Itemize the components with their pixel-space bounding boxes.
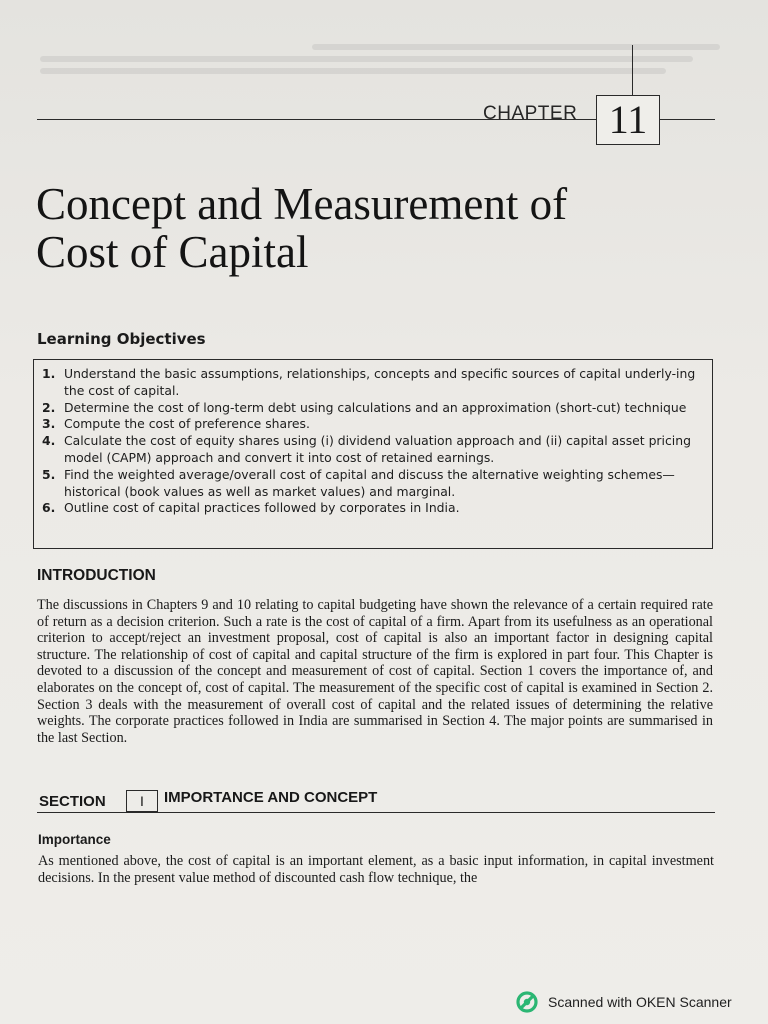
scanner-text: Scanned with OKEN Scanner bbox=[548, 994, 732, 1010]
objective-text: Compute the cost of preference shares. bbox=[64, 416, 310, 432]
objective-text: Calculate the cost of equity shares using (i) dividend valuation approach and (ii) capital asset pricing model (CAPM) approach and convert it into cost of retained earnings. bbox=[64, 433, 691, 465]
scanner-watermark bbox=[516, 991, 732, 1013]
oken-scanner-logo-icon bbox=[516, 991, 538, 1013]
objective-item bbox=[42, 500, 702, 517]
objective-item bbox=[42, 467, 702, 501]
objective-item bbox=[42, 366, 702, 400]
objective-number: 2. bbox=[42, 399, 56, 415]
chapter-number-box bbox=[596, 95, 660, 145]
introduction-heading: INTRODUCTION bbox=[37, 567, 156, 584]
objective-text: Determine the cost of long-term debt using calculations and an approximation (short-cut) technique bbox=[64, 399, 687, 415]
section-title: IMPORTANCE AND CONCEPT bbox=[164, 789, 378, 806]
learning-objectives-list bbox=[42, 366, 702, 517]
objective-text: Find the weighted average/overall cost of capital and discuss the alternative weighting schemes— historical (book values as well as market values) and marginal. bbox=[64, 466, 675, 499]
section-rule bbox=[37, 812, 715, 813]
section-label: SECTION bbox=[39, 793, 106, 810]
objective-text: Understand the basic assumptions, relationships, concepts and specific sources of capital underly-ing the cost of capital. bbox=[64, 366, 696, 398]
objective-item bbox=[42, 433, 702, 467]
chapter-title-line-2: Cost of Capital bbox=[36, 227, 309, 277]
section-header bbox=[37, 789, 715, 813]
objective-number: 6. bbox=[42, 500, 56, 516]
learning-objectives-box bbox=[33, 359, 713, 549]
learning-objectives-heading: Learning Objectives bbox=[37, 330, 206, 348]
objective-text: Outline cost of capital practices followed by corporates in India. bbox=[64, 500, 460, 516]
chapter-label: CHAPTER bbox=[483, 103, 578, 124]
section-number: I bbox=[140, 793, 144, 809]
chapter-title bbox=[36, 180, 736, 276]
objective-number: 3. bbox=[42, 416, 56, 432]
objective-item bbox=[42, 416, 702, 433]
section-number-box bbox=[126, 790, 158, 812]
importance-paragraph: As mentioned above, the cost of capital is an important element, as a basic input information, in capital investment decisions. In the present value method of discounted cash flow technique, the bbox=[38, 853, 714, 886]
importance-heading: Importance bbox=[38, 832, 111, 847]
objective-item bbox=[42, 400, 702, 417]
objective-number: 4. bbox=[42, 433, 56, 449]
objective-number: 1. bbox=[42, 366, 56, 381]
objective-number: 5. bbox=[42, 466, 56, 482]
chapter-number: 11 bbox=[608, 97, 648, 142]
chapter-title-line-1: Concept and Measurement of bbox=[36, 179, 568, 229]
introduction-paragraph: The discussions in Chapters 9 and 10 relating to capital budgeting have shown the relevance of a certain required rate of return as a decision criterion. Such a rate is the cost of capital of a firm. Apart from its usefulness as an operational criterion to accept/reject an investment proposal, cost of capital is also an important factor in designing capital structure. The relationship of cost of capital and capital structure of the firm is explored in part four. This Chapter is devoted to a discussion of the concept and measurement of cost of capital. Section 1 covers the importance of, and elaborates on the concept of, cost of capital. The measurement of the specific cost of capital is examined in Section 2. Section 3 deals with the measurement of overall cost of capital and the related issues of determining the relative weights. The corporate practices followed in India are summarised in Section 4. The major points are summarised in the last Section. bbox=[37, 597, 713, 746]
